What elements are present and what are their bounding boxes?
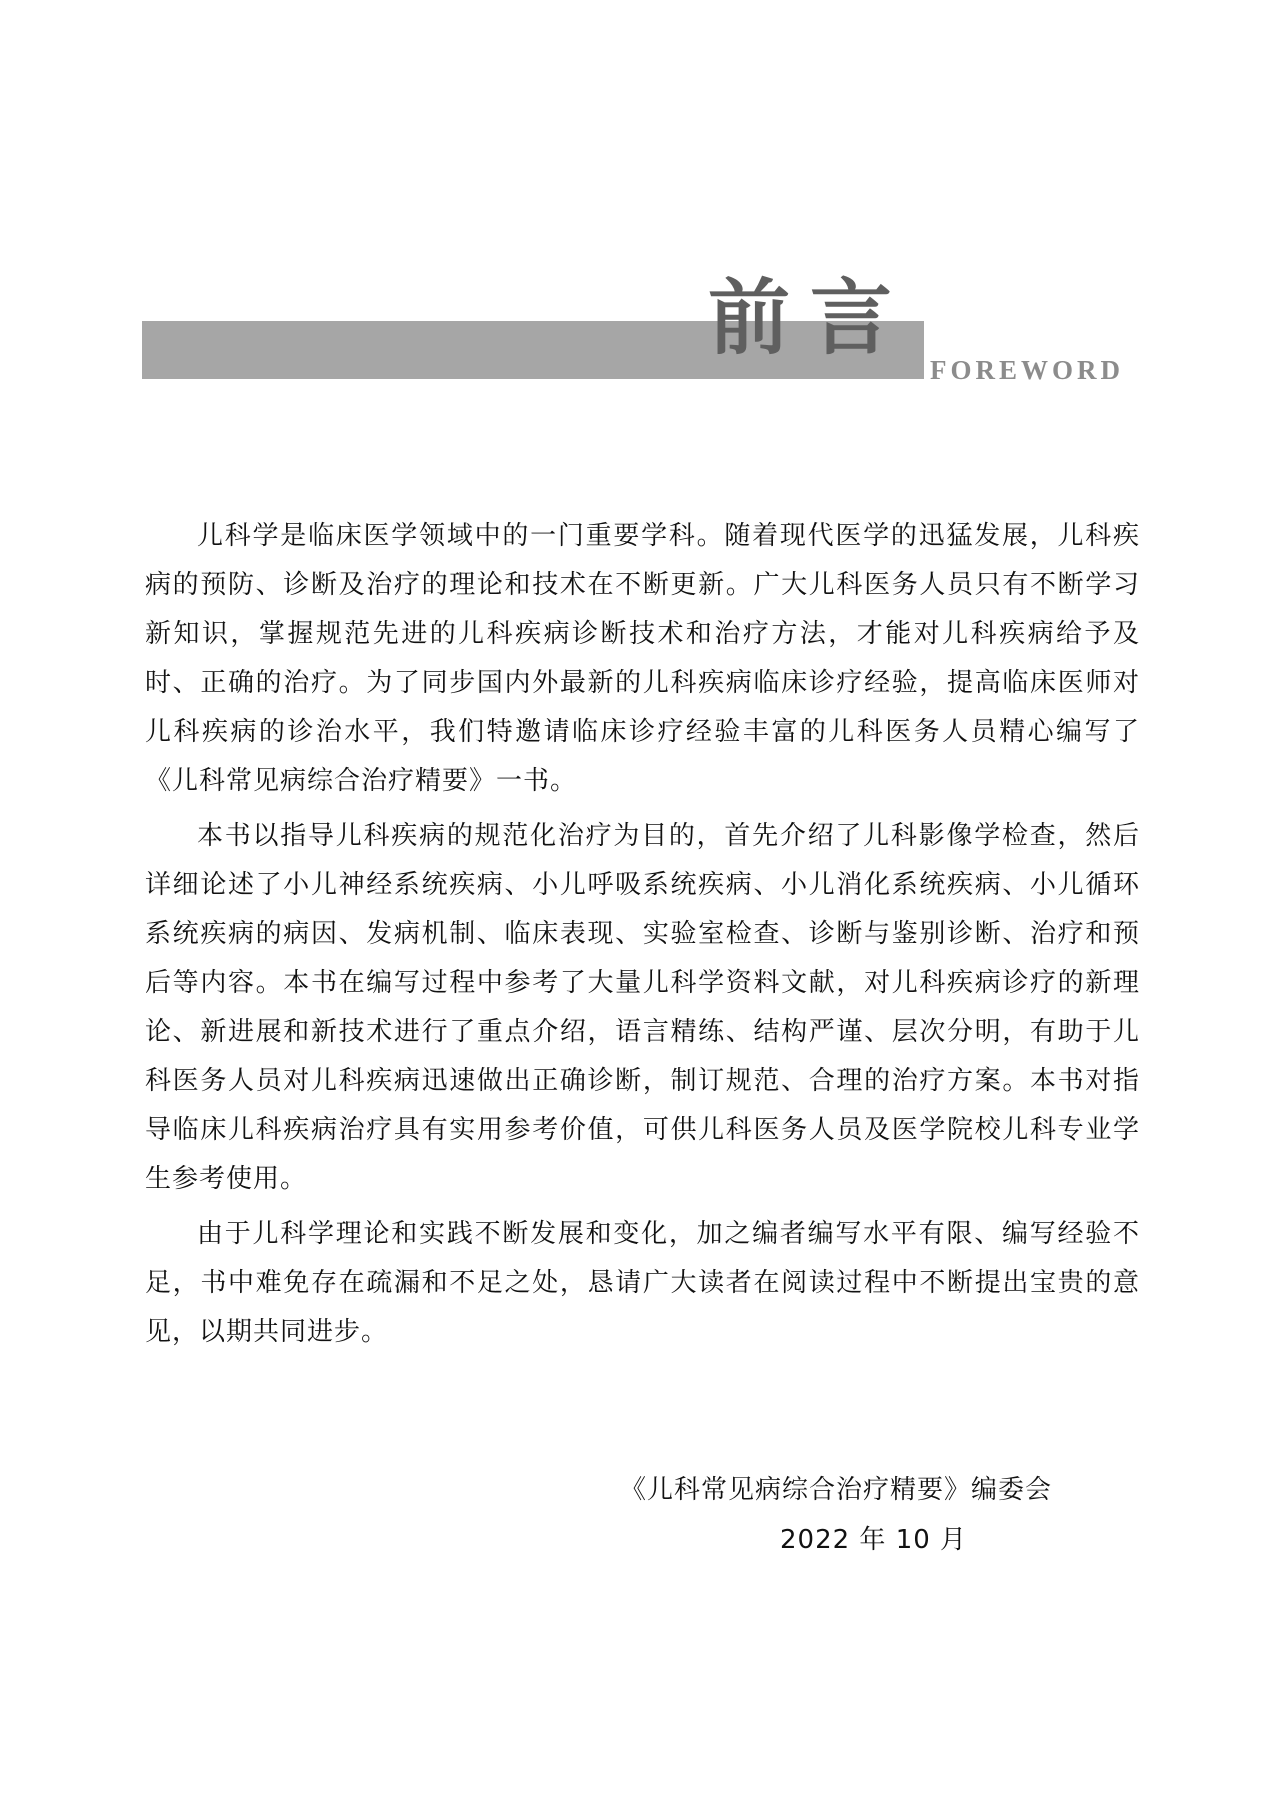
paragraph: 儿科学是临床医学领域中的一门重要学科。随着现代医学的迅猛发展，儿科疾病的预防、诊断及治疗的理论和技术在不断更新。广大儿科医务人员只有不断学习新知识，掌握规范先进的儿科疾病诊断技术和治疗方法，才能对儿科疾病给予及时、正确的治疗。为了同步国内外最新的儿科疾病临床诊疗经验，提高临床医师对儿科疾病的诊治水平，我们特邀请临床诊疗经验丰富的儿科医务人员精心编写了《儿科常见病综合治疗精要》一书。 <box>145 521 1140 796</box>
signature-block <box>620 1465 1140 1565</box>
signature-author: 《儿科常见病综合治疗精要》编委会 <box>620 1475 1053 1505</box>
page-title: 前言 <box>708 270 913 366</box>
signature-date: 2022 年 10 月 <box>780 1525 968 1555</box>
paragraph: 本书以指导儿科疾病的规范化治疗为目的，首先介绍了儿科影像学检查，然后详细论述了小儿神经系统疾病、小儿呼吸系统疾病、小儿消化系统疾病、小儿循环系统疾病的病因、发病机制、临床表现、实验室检查、诊断与鉴别诊断、治疗和预后等内容。本书在编写过程中参考了大量儿科学资料文献，对儿科疾病诊疗的新理论、新进展和新技术进行了重点介绍，语言精练、结构严谨、层次分明，有助于儿科医务人员对儿科疾病迅速做出正确诊断，制订规范、合理的治疗方案。本书对指导临床儿科疾病治疗具有实用参考价值，可供儿科医务人员及医学院校儿科专业学生参考使用。 <box>145 821 1140 1194</box>
foreword-body <box>145 512 1140 1363</box>
paragraph: 由于儿科学理论和实践不断发展和变化，加之编者编写水平有限、编写经验不足，书中难免存在疏漏和不足之处，恳请广大读者在阅读过程中不断提出宝贵的意见，以期共同进步。 <box>145 1219 1140 1347</box>
page-subtitle: FOREWORD <box>930 355 1124 385</box>
